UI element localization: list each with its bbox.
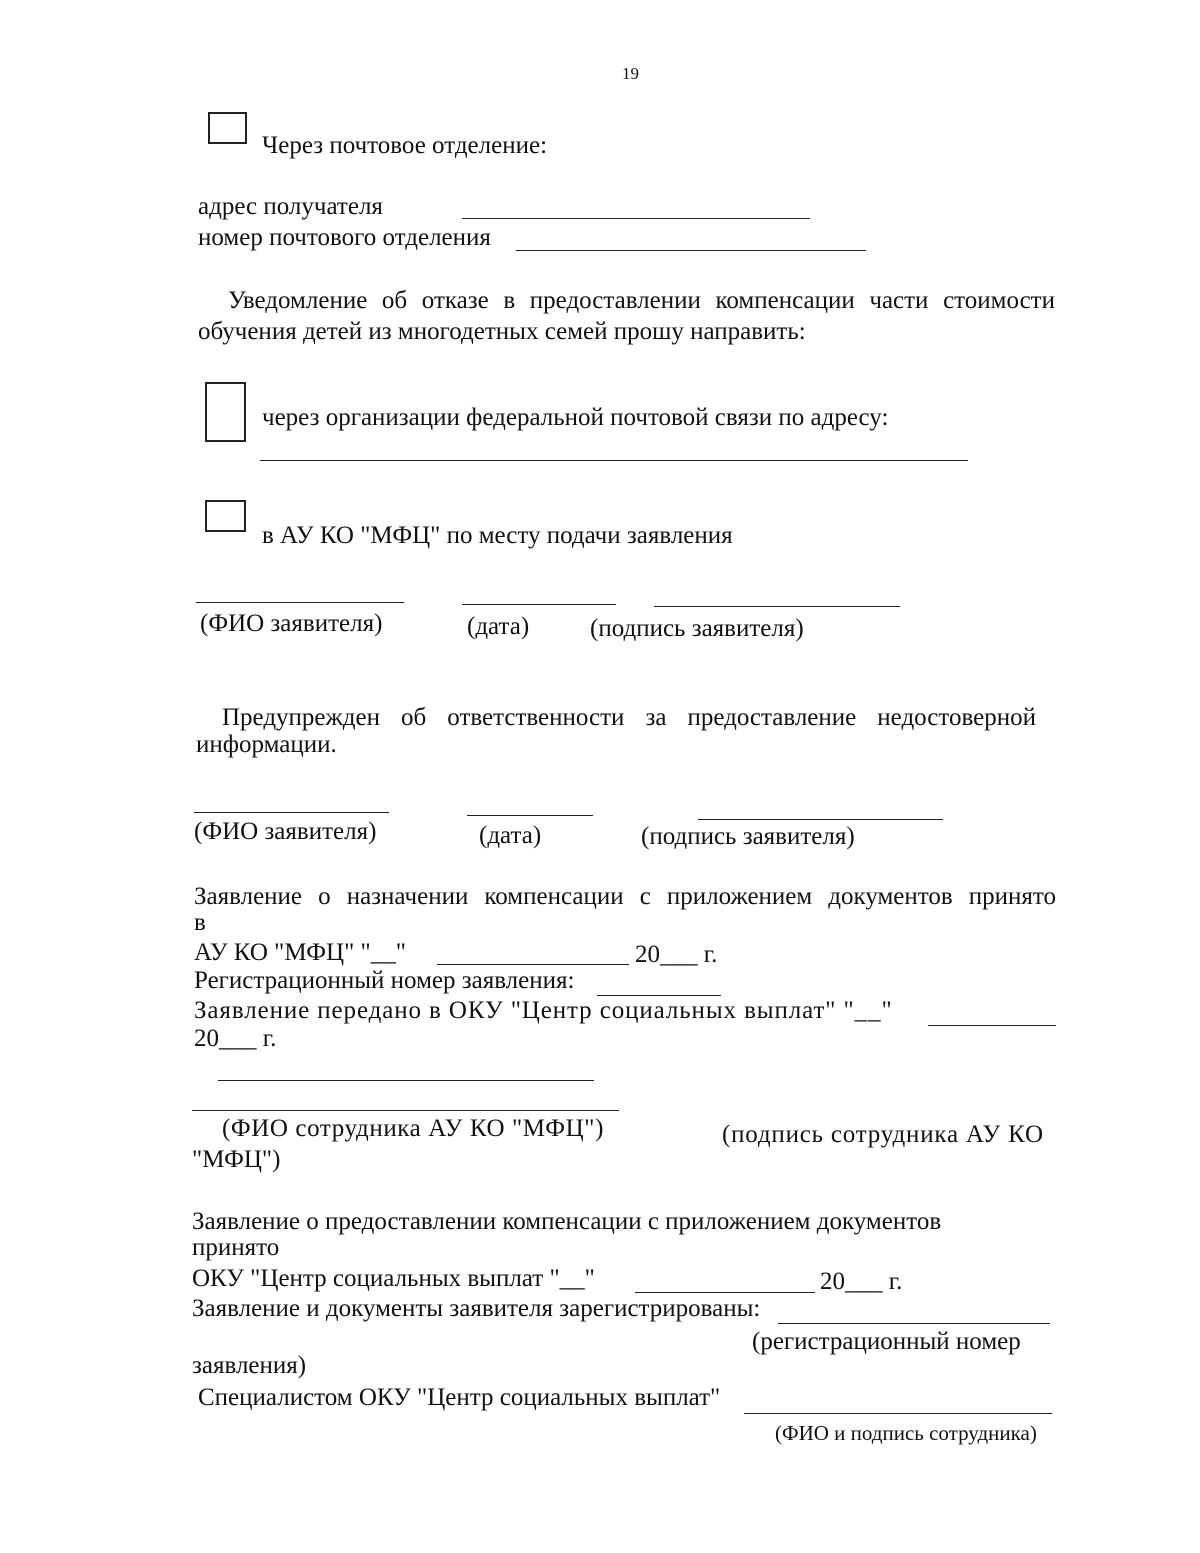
oku-acceptance-line-2: принято <box>192 1234 280 1261</box>
mfc-option-label: в АУ КО "МФЦ" по месту подачи заявления <box>262 522 733 549</box>
oku-registered-label: Заявление и документы заявителя зарегистрированы: <box>192 1295 761 1322</box>
signature-field-2[interactable] <box>698 819 943 820</box>
date-field-2[interactable] <box>467 815 593 816</box>
date-caption-2: (дата) <box>479 822 542 849</box>
mfc-employee-signature-field[interactable] <box>192 1110 619 1111</box>
signature-field-1[interactable] <box>654 606 900 607</box>
mfc-acceptance-year: 20___ г. <box>635 941 718 968</box>
recipient-address-field[interactable] <box>462 218 810 219</box>
mfc-acceptance-line-2: в <box>194 909 206 936</box>
federal-post-option-label: через организации федеральной почтовой связи по адресу: <box>262 404 889 431</box>
mfc-checkbox[interactable] <box>205 500 246 532</box>
mfc-employee-signature-caption: (подпись сотрудника АУ КО <box>722 1121 1044 1148</box>
specialist-label: Специалистом ОКУ "Центр социальных выплат" <box>198 1384 721 1411</box>
fio-field-1[interactable] <box>196 602 404 603</box>
oku-acceptance-year: 20___ г. <box>820 1268 903 1295</box>
signature-caption-1: (подпись заявителя) <box>590 615 804 642</box>
oku-registration-number-field[interactable] <box>778 1323 1050 1324</box>
mfc-employee-signature-caption-cont: "МФЦ") <box>192 1146 281 1173</box>
refusal-notice-line-1: Уведомление об отказе в предоставлении компенсации части стоимости <box>228 287 1055 314</box>
refusal-notice-line-2: обучения детей из многодетных семей прошу направить: <box>198 318 806 345</box>
fio-field-2[interactable] <box>194 812 389 813</box>
post-office-checkbox[interactable] <box>208 112 247 144</box>
page-number: 19 <box>622 64 639 83</box>
fio-caption-1: (ФИО заявителя) <box>200 610 383 637</box>
transfer-date-field[interactable] <box>928 1025 1056 1026</box>
mfc-employee-fio-field[interactable] <box>218 1080 594 1081</box>
federal-post-address-field[interactable] <box>260 460 968 461</box>
oku-acceptance-line-1: Заявление о предоставлении компенсации с приложением документов <box>192 1208 942 1235</box>
mfc-acceptance-date-field[interactable] <box>437 964 629 965</box>
mfc-acceptance-line-1: Заявление о назначении компенсации с приложением документов принято <box>194 883 1056 910</box>
post-office-label: Через почтовое отделение: <box>262 132 548 159</box>
specialist-caption: (ФИО и подпись сотрудника) <box>775 1421 1037 1445</box>
federal-post-checkbox[interactable] <box>205 382 246 442</box>
specialist-field[interactable] <box>744 1413 1052 1414</box>
reg-number-caption: (регистрационный номер <box>752 1328 1021 1355</box>
transfer-line: Заявление передано в ОКУ "Центр социальных выплат" "__" <box>194 997 893 1024</box>
post-office-number-field[interactable] <box>516 250 866 251</box>
registration-number-field[interactable] <box>597 995 721 996</box>
warning-line-2: информации. <box>196 731 337 758</box>
oku-acceptance-date-field[interactable] <box>635 1292 815 1293</box>
date-caption-1: (дата) <box>467 613 530 640</box>
post-office-number-label: номер почтового отделения <box>198 224 491 251</box>
recipient-address-label: адрес получателя <box>198 193 383 220</box>
reg-number-caption-cont: заявления) <box>192 1352 307 1379</box>
transfer-year: 20___ г. <box>194 1025 277 1052</box>
warning-line-1: Предупрежден об ответственности за предоставление недостоверной <box>222 704 1036 731</box>
mfc-employee-fio-caption: (ФИО сотрудника АУ КО "МФЦ") <box>222 1115 605 1142</box>
registration-number-label: Регистрационный номер заявления: <box>194 967 575 994</box>
mfc-acceptance-date-label: АУ КО "МФЦ" "__" <box>194 939 406 966</box>
date-field-1[interactable] <box>462 604 616 605</box>
fio-caption-2: (ФИО заявителя) <box>194 818 377 845</box>
oku-acceptance-date-label: ОКУ "Центр социальных выплат "__" <box>192 1265 595 1292</box>
signature-caption-2: (подпись заявителя) <box>641 823 855 850</box>
